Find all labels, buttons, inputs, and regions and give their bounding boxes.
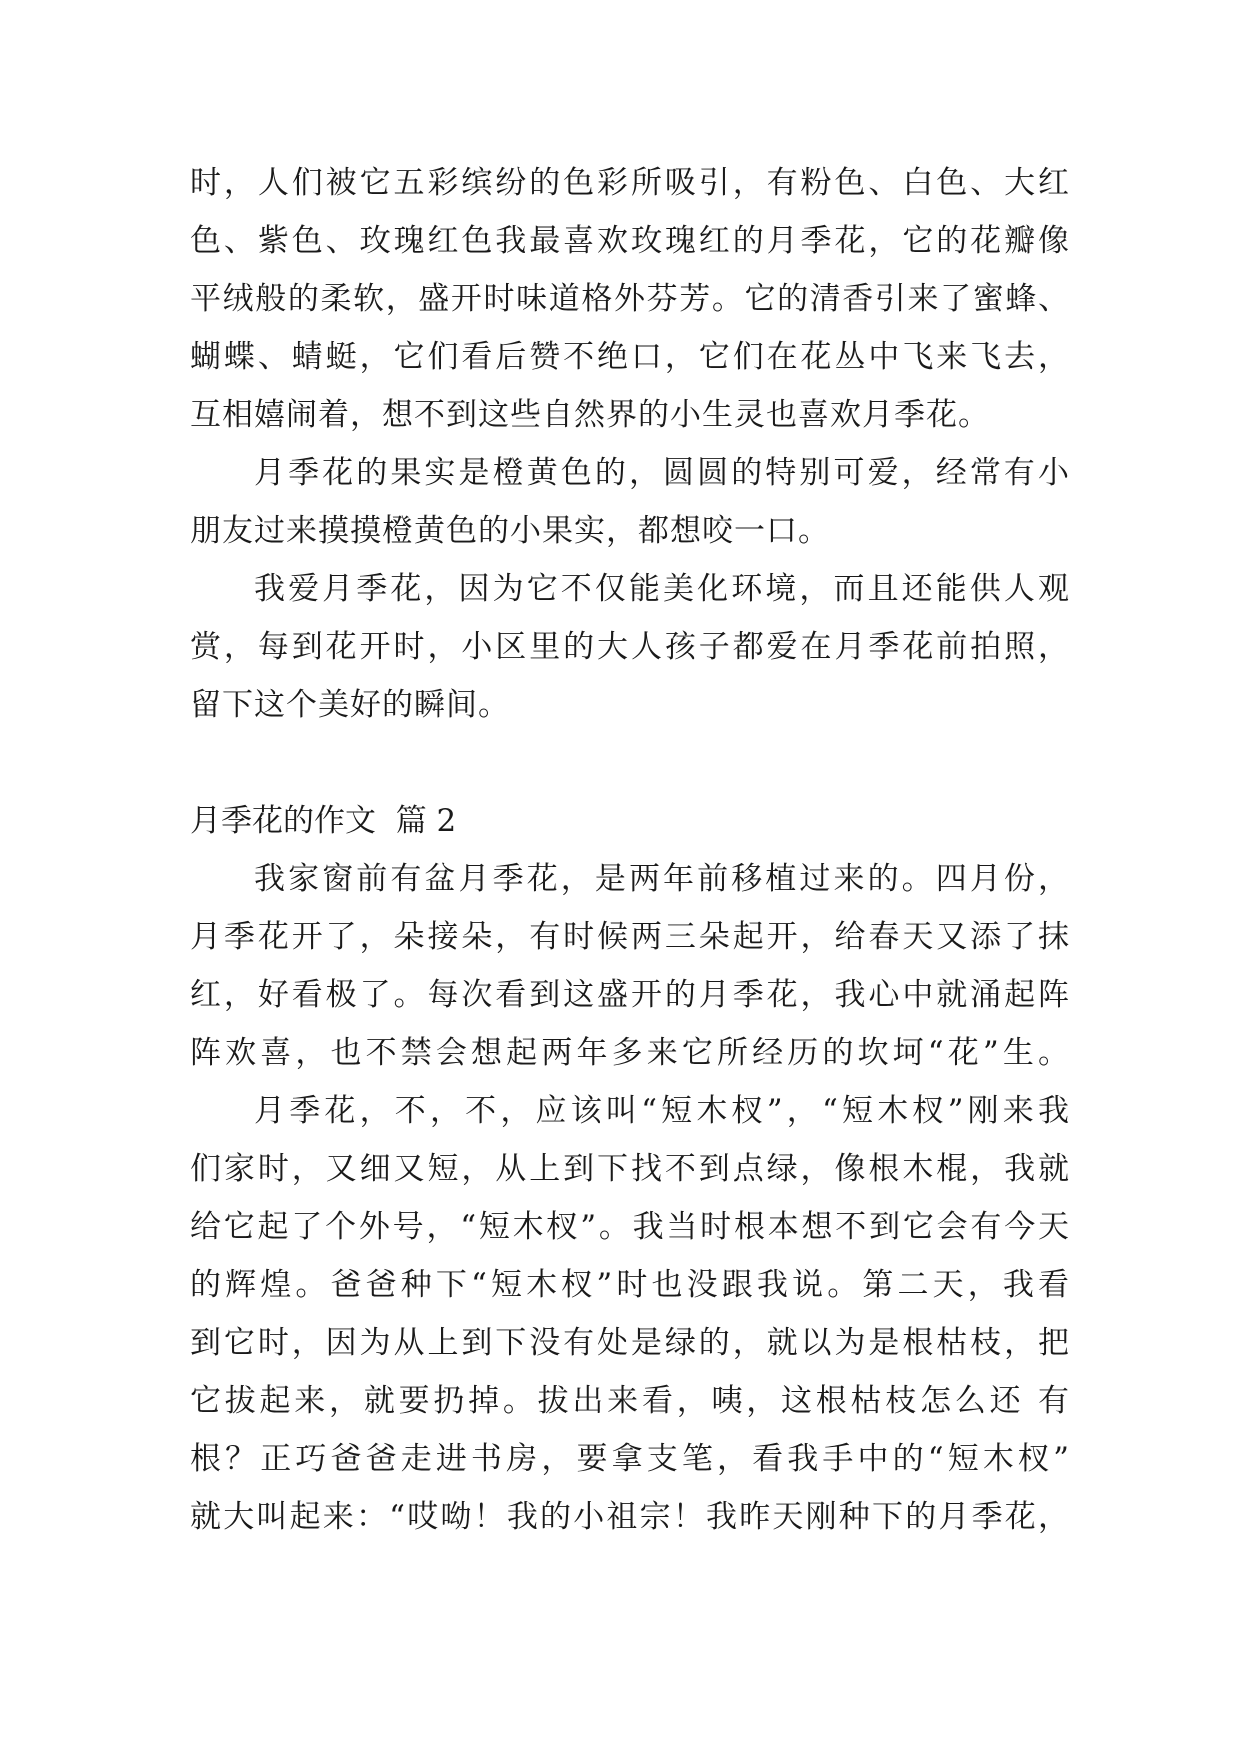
paragraph-line: 到它时，因为从上到下没有处是绿的，就以为是根枯枝，把	[190, 1325, 1070, 1361]
paragraph-line: 的辉煌。爸爸种下“短木杈”时也没跟我说。第二天，我看	[190, 1267, 1070, 1303]
paragraph-line: 留下这个美好的瞬间。	[190, 687, 510, 723]
section-title: 月季花的作文 篇 2	[190, 803, 457, 839]
paragraph-line: 色、紫色、玫瑰红色我最喜欢玫瑰红的月季花，它的花瓣像	[190, 223, 1070, 259]
paragraph-line: 就大叫起来：“哎呦！我的小祖宗！我昨天刚种下的月季花，	[190, 1499, 1070, 1535]
paragraph-line: 我爱月季花，因为它不仅能美化环境，而且还能供人观	[254, 571, 1070, 607]
paragraph-line: 们家时，又细又短，从上到下找不到点绿，像根木棍，我就	[190, 1151, 1070, 1187]
paragraph-line: 时，人们被它五彩缤纷的色彩所吸引，有粉色、白色、大红	[190, 165, 1070, 201]
paragraph-line: 它拔起来，就要扔掉。拔出来看，咦，这根枯枝怎么还 有	[190, 1383, 1070, 1419]
paragraph-line: 月季花的果实是橙黄色的，圆圆的特别可爱，经常有小	[254, 455, 1070, 491]
paragraph-line: 红，好看极了。每次看到这盛开的月季花，我心中就涌起阵	[190, 977, 1070, 1013]
paragraph-line: 互相嬉闹着，想不到这些自然界的小生灵也喜欢月季花。	[190, 397, 990, 433]
paragraph-line: 月季花，不，不，应该叫“短木杈”，“短木杈”刚来我	[254, 1093, 1070, 1129]
paragraph-line: 赏，每到花开时，小区里的大人孩子都爱在月季花前拍照，	[190, 629, 1070, 665]
paragraph-line: 我家窗前有盆月季花，是两年前移植过来的。四月份，	[254, 861, 1070, 897]
paragraph-line: 朋友过来摸摸橙黄色的小果实，都想咬一口。	[190, 513, 830, 549]
paragraph-line: 根？正巧爸爸走进书房，要拿支笔，看我手中的“短木杈”	[190, 1441, 1070, 1477]
paragraph-line: 给它起了个外号，“短木杈”。我当时根本想不到它会有今天	[190, 1209, 1070, 1245]
paragraph-line: 平绒般的柔软，盛开时味道格外芬芳。它的清香引来了蜜蜂、	[190, 281, 1070, 317]
paragraph-line: 蝴蝶、蜻蜓，它们看后赞不绝口，它们在花丛中飞来飞去，	[190, 339, 1070, 375]
paragraph-line: 月季花开了，朵接朵，有时候两三朵起开，给春天又添了抹	[190, 919, 1070, 955]
paragraph-line: 阵欢喜，也不禁会想起两年多来它所经历的坎坷“花”生。	[190, 1035, 1070, 1071]
